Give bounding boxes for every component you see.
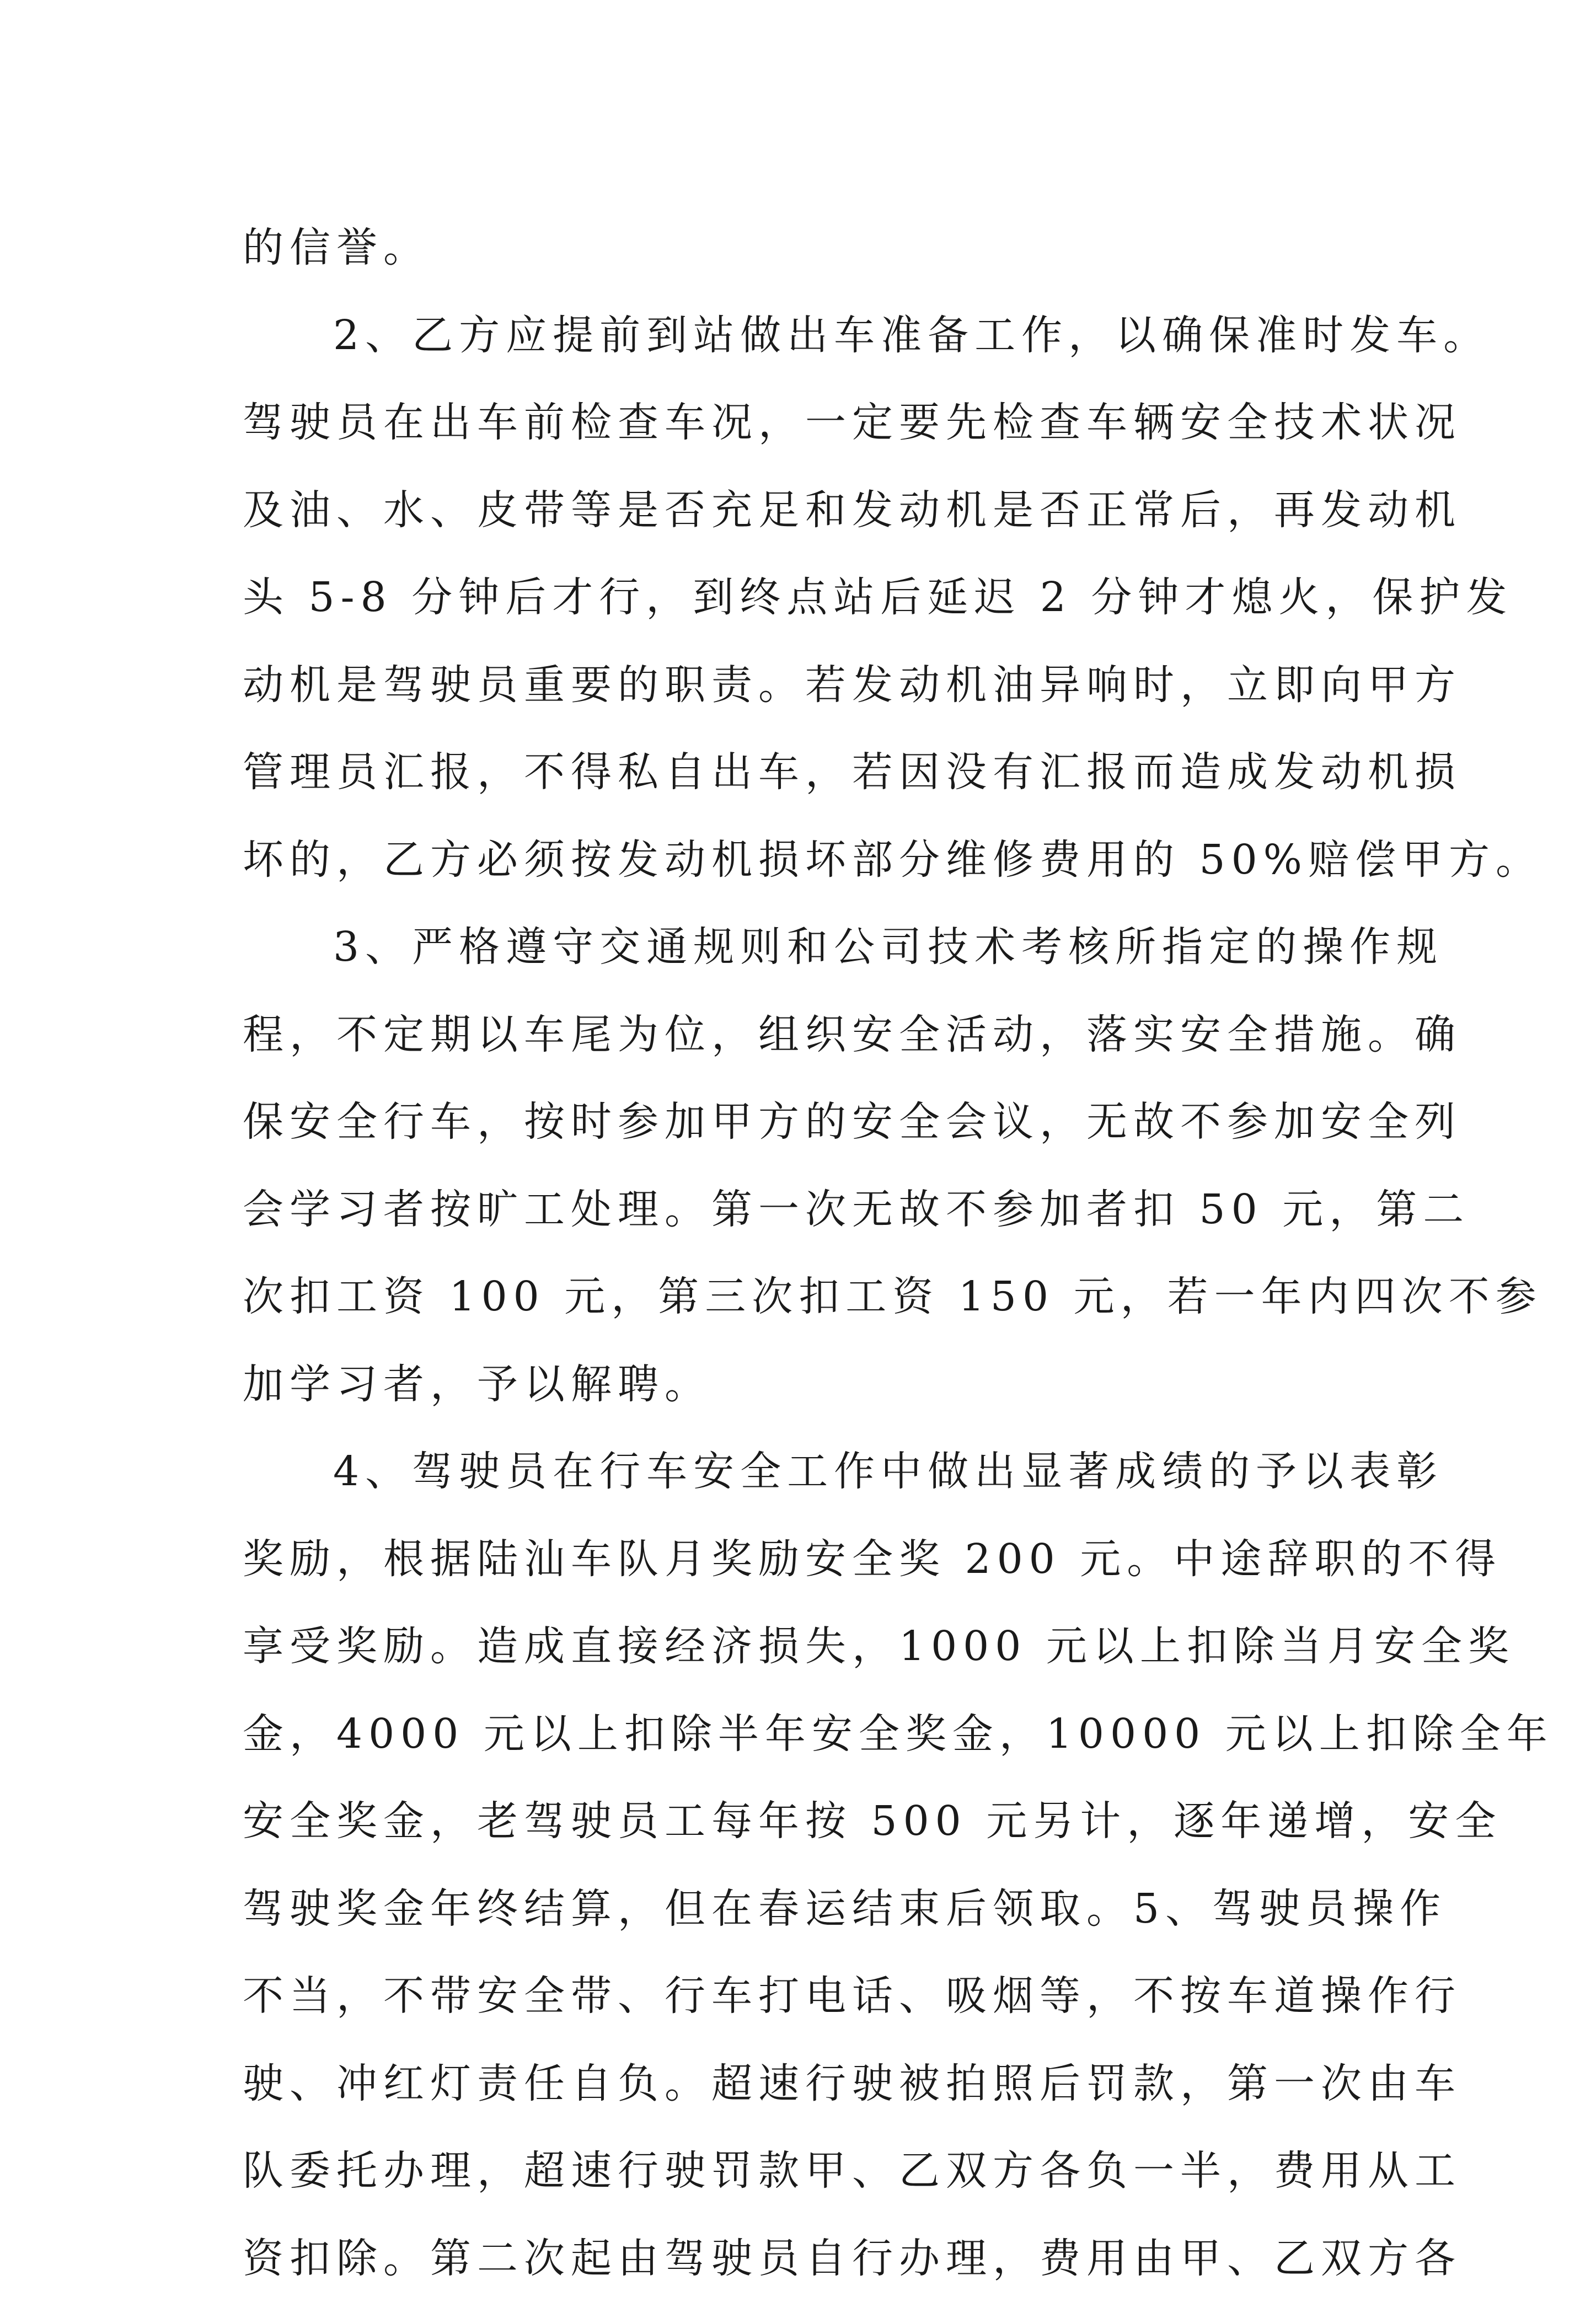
paragraph-start-line: 3、严格遵守交通规则和公司技术考核所指定的操作规 — [243, 903, 1368, 991]
text-line: 保安全行车，按时参加甲方的安全会议，无故不参加安全列 — [243, 1078, 1368, 1166]
text-line: 驾驶员在出车前检查车况，一定要先检查车辆安全技术状况 — [243, 379, 1368, 467]
text-line: 及油、水、皮带等是否充足和发动机是否正常后，再发动机 — [243, 467, 1368, 554]
document-body — [243, 204, 1368, 2302]
paragraph-start-line: 4、驾驶员在行车安全工作中做出显著成绩的予以表彰 — [243, 1428, 1368, 1516]
paragraph-start-line: 2、乙方应提前到站做出车准备工作，以确保准时发车。 — [243, 292, 1368, 379]
text-line: 队委托办理，超速行驶罚款甲、乙双方各负一半，费用从工 — [243, 2127, 1368, 2215]
text-line: 动机是驾驶员重要的职责。若发动机油异响时，立即向甲方 — [243, 641, 1368, 729]
text-line: 会学习者按旷工处理。第一次无故不参加者扣 50 元，第二 — [243, 1166, 1368, 1254]
text-line: 安全奖金，老驾驶员工每年按 500 元另计，逐年递增，安全 — [243, 1778, 1368, 1865]
text-line: 驶、冲红灯责任自负。超速行驶被拍照后罚款，第一次由车 — [243, 2040, 1368, 2128]
text-line: 程，不定期以车尾为位，组织安全活动，落实安全措施。确 — [243, 991, 1368, 1079]
text-line: 资扣除。第二次起由驾驶员自行办理，费用由甲、乙双方各 — [243, 2215, 1368, 2302]
text-line: 坏的，乙方必须按发动机损坏部分维修费用的 50%赔偿甲方。 — [243, 816, 1368, 904]
text-line: 的信誉。 — [243, 204, 1368, 292]
text-line: 管理员汇报，不得私自出车，若因没有汇报而造成发动机损 — [243, 729, 1368, 816]
text-line: 次扣工资 100 元，第三次扣工资 150 元，若一年内四次不参 — [243, 1253, 1368, 1341]
text-line: 头 5-8 分钟后才行，到终点站后延迟 2 分钟才熄火，保护发 — [243, 554, 1368, 641]
text-line: 享受奖励。造成直接经济损失，1000 元以上扣除当月安全奖 — [243, 1603, 1368, 1690]
text-line: 金，4000 元以上扣除半年安全奖金，10000 元以上扣除全年 — [243, 1690, 1368, 1778]
text-line: 驾驶奖金年终结算，但在春运结束后领取。5、驾驶员操作 — [243, 1865, 1368, 1953]
text-line: 不当，不带安全带、行车打电话、吸烟等，不按车道操作行 — [243, 1952, 1368, 2040]
text-line: 奖励，根据陆汕车队月奖励安全奖 200 元。中途辞职的不得 — [243, 1516, 1368, 1603]
text-line: 加学习者，予以解聘。 — [243, 1341, 1368, 1428]
